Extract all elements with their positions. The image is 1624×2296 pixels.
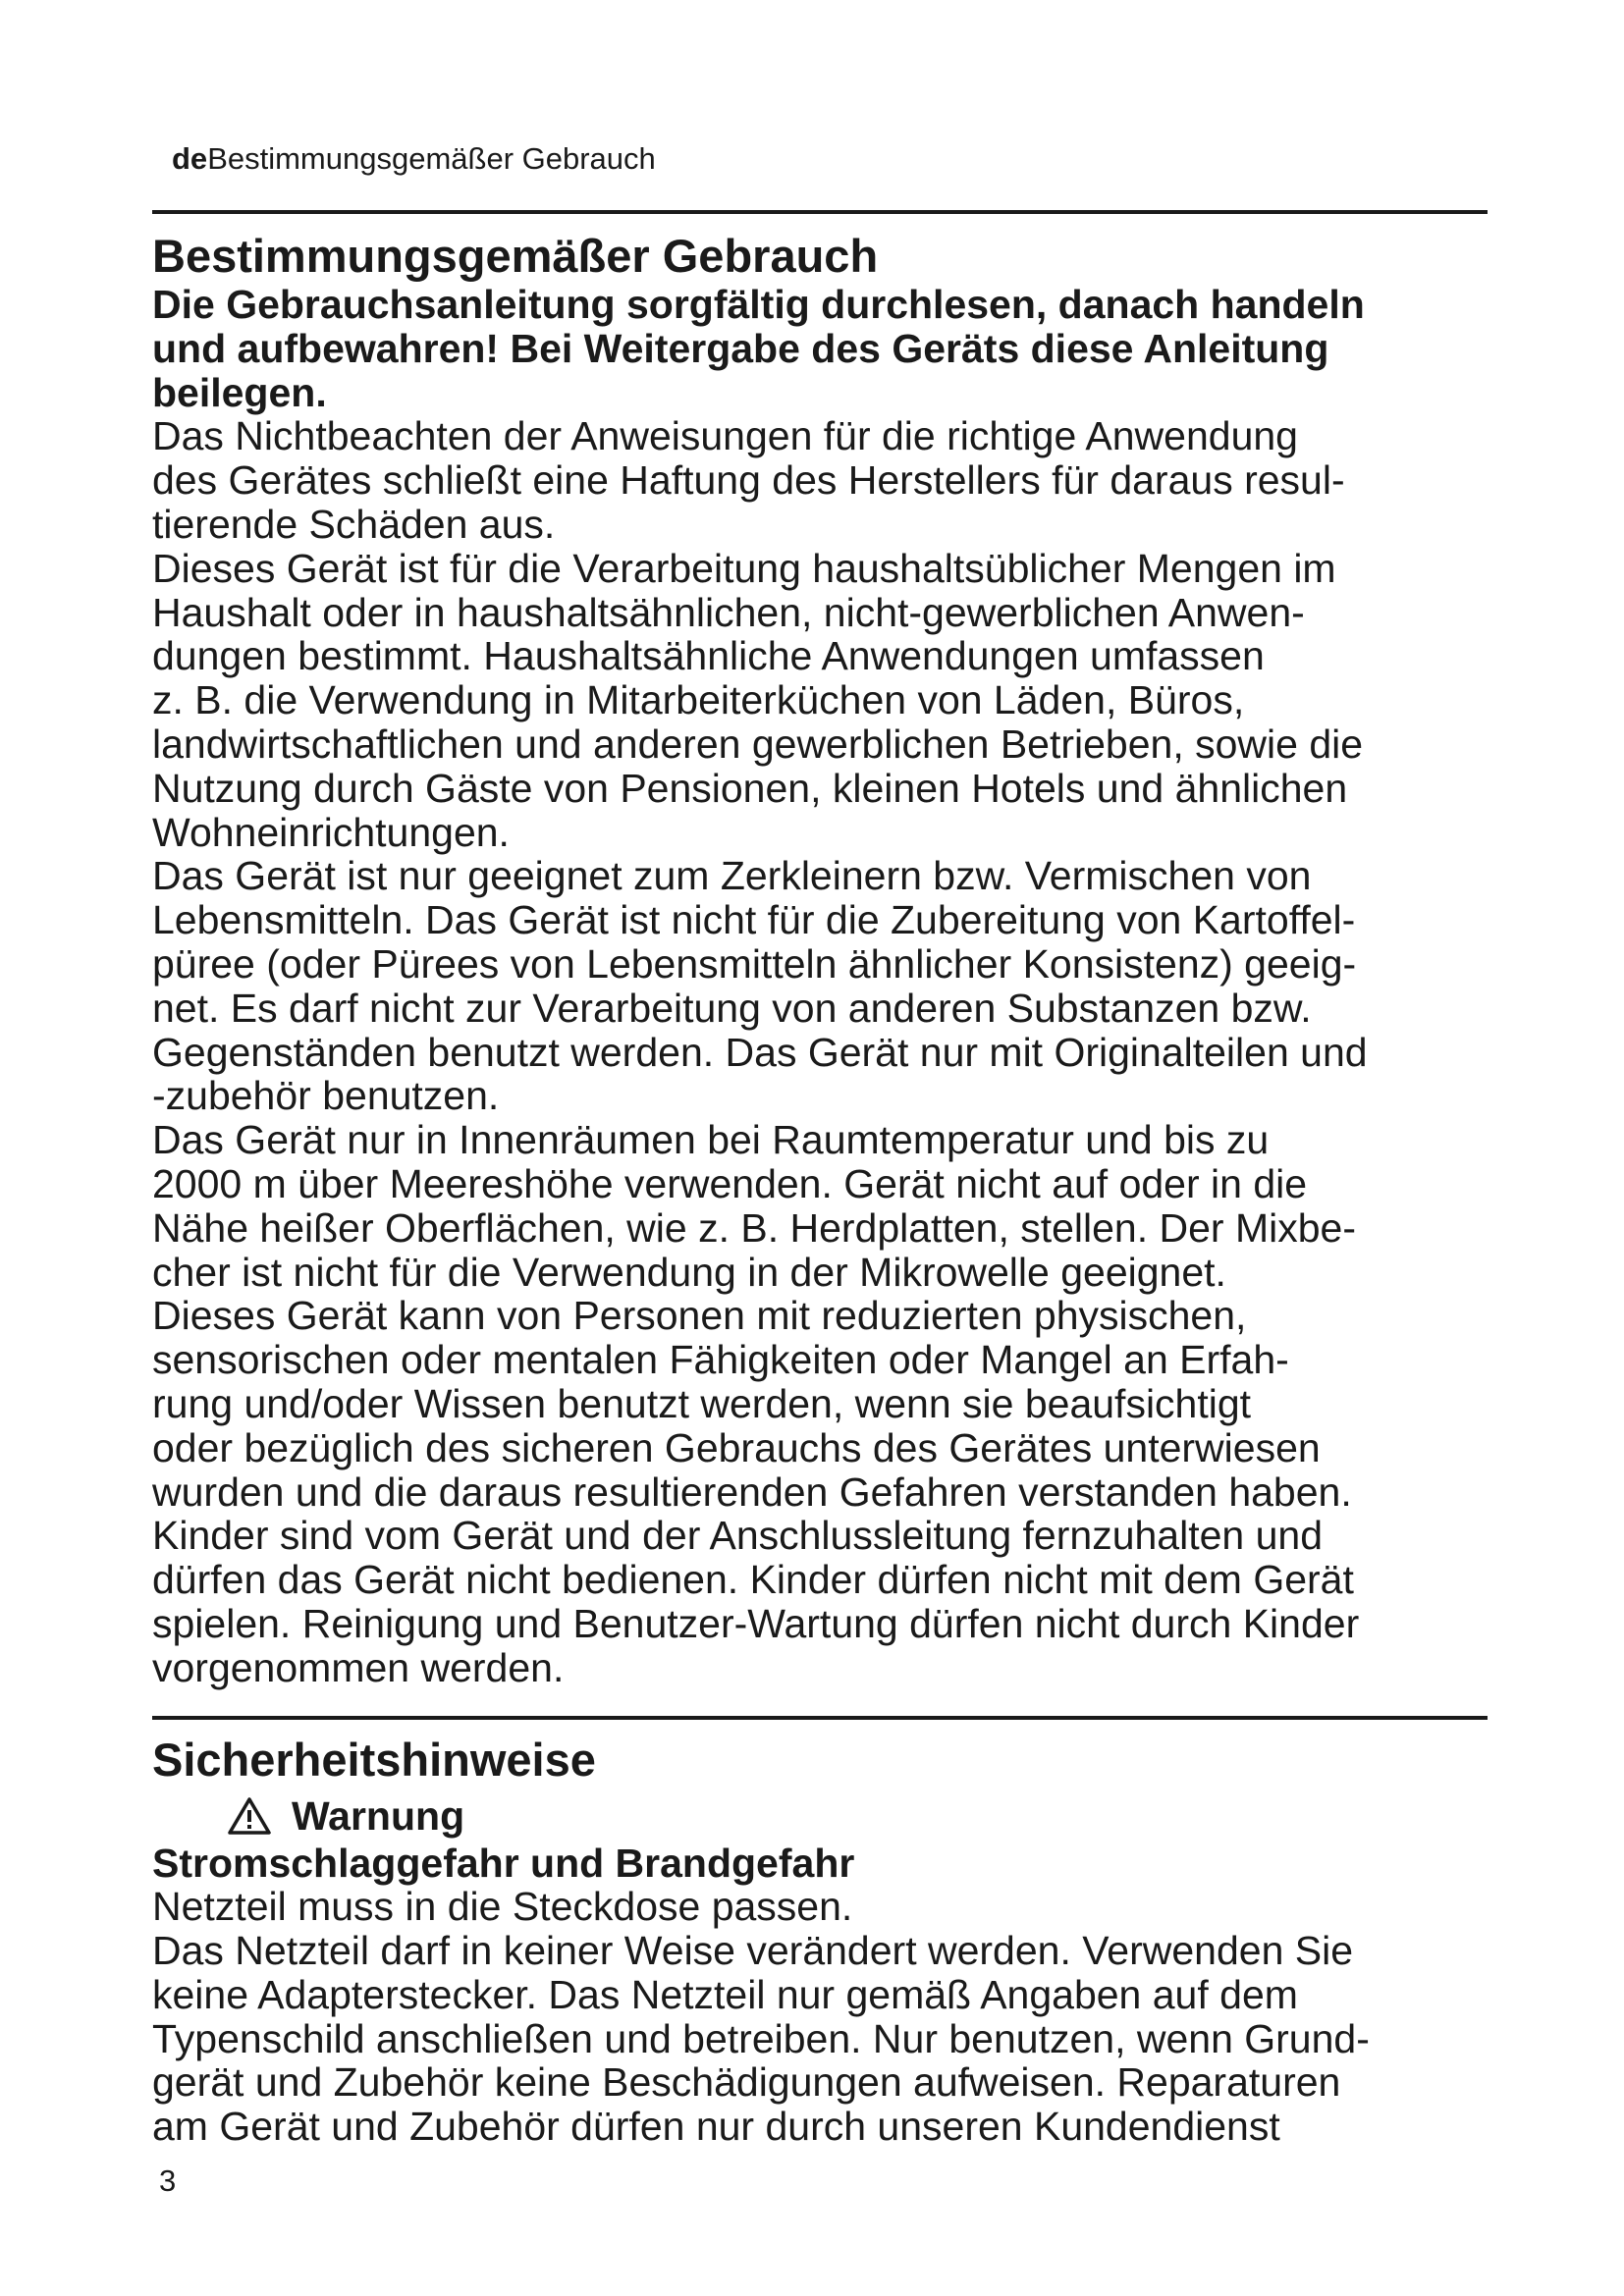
text-line: gerät und Zubehör keine Beschädigungen aufweisen. Reparaturen <box>152 2059 1341 2106</box>
text-line: Das Nichtbeachten der Anweisungen für die richtige Anwendung <box>152 413 1298 459</box>
text-line: Dieses Gerät ist für die Verarbeitung haushaltsüblicher Mengen im <box>152 545 1336 591</box>
paragraph-environment <box>152 1118 1488 1294</box>
section-heading-safety: Sicherheitshinweise <box>152 1733 596 1786</box>
text-line: keine Adapterstecker. Das Netzteil nur gemäß Angaben auf dem <box>152 1971 1298 2017</box>
paragraph-suitable-use <box>152 854 1488 1118</box>
paragraph-liability <box>152 414 1488 546</box>
text-line: z. B. die Verwendung in Mitarbeiterküchen von Läden, Büros, <box>152 677 1245 723</box>
lead-instruction <box>152 283 1488 414</box>
text-line: sensorischen oder mentalen Fähigkeiten oder Mangel an Erfah- <box>152 1337 1289 1383</box>
page-content <box>152 210 1488 2149</box>
text-line: Netzteil muss in die Steckdose passen. <box>152 1884 853 1930</box>
text-line: beilegen. <box>152 369 327 415</box>
text-line: vorgenommen werden. <box>152 1644 565 1690</box>
language-code: de <box>172 141 208 176</box>
text-line: -zubehör benutzen. <box>152 1073 500 1119</box>
hazard-subheading: Stromschlaggefahr und Brandgefahr <box>152 1840 855 1886</box>
text-line: rung und/oder Wissen benutzt werden, wenn sie beaufsichtigt <box>152 1380 1252 1426</box>
paragraph-household-use <box>152 547 1488 855</box>
text-line: des Gerätes schließt eine Haftung des Herstellers für daraus resul- <box>152 457 1345 504</box>
text-line: Haushalt oder in haushaltsähnlichen, nicht-gewerblichen Anwen- <box>152 589 1305 635</box>
text-line: dungen bestimmt. Haushaltsähnliche Anwendungen umfassen <box>152 633 1265 679</box>
text-line: Das Gerät ist nur geeignet zum Zerkleinern bzw. Vermischen von <box>152 853 1312 899</box>
text-line: spielen. Reinigung und Benutzer-Wartung dürfen nicht durch Kinder <box>152 1600 1360 1646</box>
warning-triangle-icon <box>227 1796 272 1836</box>
text-line: 2000 m über Meereshöhe verwenden. Gerät nicht auf oder in die <box>152 1160 1308 1206</box>
text-line: und aufbewahren! Bei Weitergabe des Geräts diese Anleitung <box>152 325 1329 371</box>
text-line: am Gerät und Zubehör dürfen nur durch unseren Kundendienst <box>152 2104 1280 2150</box>
text-line: püree (oder Pürees von Lebensmitteln ähnlicher Konsistenz) geeig- <box>152 940 1357 987</box>
text-line: landwirtschaftlichen und anderen gewerblichen Betrieben, sowie die <box>152 721 1364 767</box>
text-line: Wohneinrichtungen. <box>152 809 510 855</box>
warning-callout <box>227 1790 1488 1842</box>
text-line: dürfen das Gerät nicht bedienen. Kinder dürfen nicht mit dem Gerät <box>152 1557 1354 1603</box>
section-heading-intended-use: Bestimmungsgemäßer Gebrauch <box>152 230 879 282</box>
text-line: Das Gerät nur in Innenräumen bei Raumtemperatur und bis zu <box>152 1117 1270 1163</box>
running-header <box>172 141 656 177</box>
paragraph-socket <box>152 1885 1488 1929</box>
text-line: Gegenständen benutzt werden. Das Gerät nur mit Originalteilen und <box>152 1029 1368 1075</box>
text-line: wurden und die daraus resultierenden Gefahren verstanden haben. <box>152 1468 1352 1515</box>
text-line: Lebensmitteln. Das Gerät ist nicht für die Zubereitung von Kartoffel- <box>152 897 1356 943</box>
paragraph-persons-children <box>152 1294 1488 1689</box>
text-line: Typenschild anschließen und betreiben. Nur benutzen, wenn Grund- <box>152 2015 1370 2061</box>
warning-label: Warnung <box>292 1792 465 1839</box>
text-line: Die Gebrauchsanleitung sorgfältig durchlesen, danach handeln <box>152 282 1365 327</box>
text-line: Kinder sind vom Gerät und der Anschlussleitung fernzuhalten und <box>152 1513 1324 1559</box>
text-line: oder bezüglich des sicheren Gebrauchs des Gerätes unterwiesen <box>152 1424 1321 1470</box>
text-line: tierende Schäden aus. <box>152 501 556 547</box>
text-line: Nähe heißer Oberflächen, wie z. B. Herdplatten, stellen. Der Mixbe- <box>152 1204 1356 1251</box>
paragraph-power-supply <box>152 1929 1488 2149</box>
text-line: net. Es darf nicht zur Verarbeitung von anderen Substanzen bzw. <box>152 985 1312 1031</box>
page-number: 3 <box>159 2163 177 2198</box>
text-line: Nutzung durch Gäste von Pensionen, kleinen Hotels und ähnlichen <box>152 765 1348 811</box>
text-line: cher ist nicht für die Verwendung in der Mikrowelle geeignet. <box>152 1249 1226 1295</box>
running-header-title: Bestimmungsgemäßer Gebrauch <box>207 141 656 176</box>
text-line: Dieses Gerät kann von Personen mit reduzierten physischen, <box>152 1293 1247 1339</box>
text-line: Das Netzteil darf in keiner Weise verändert werden. Verwenden Sie <box>152 1928 1354 1974</box>
